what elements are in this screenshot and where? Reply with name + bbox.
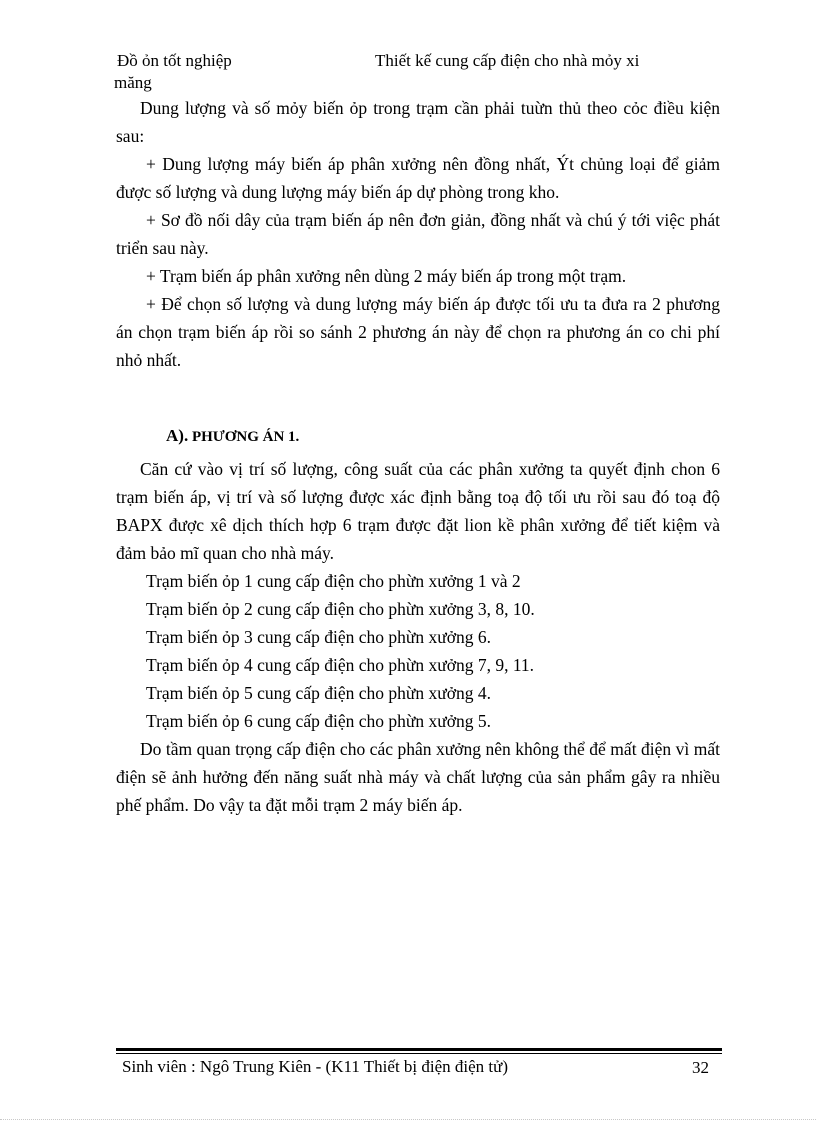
section-spacer <box>116 374 720 422</box>
section-label: A). <box>166 426 189 445</box>
footer-rule-thick <box>116 1048 722 1051</box>
header-thesis-label: Đồ ỏn tốt nghiệp <box>117 51 232 70</box>
station-list <box>116 567 720 735</box>
closing-paragraph: Do tầm quan trọng cấp điện cho các phân xưởng nên không thể để mất điện vì mất điện sẽ ảnh hưởng đến năng suất nhà máy và chất lượng của sản phẩm gây ra nhiều phế phẩm. Do vậy ta đặt mỗi trạm 2 máy biến áp. <box>116 739 720 815</box>
page-number: 32 <box>692 1058 709 1077</box>
station-item: Trạm biến ỏp 5 cung cấp điện cho phừn xưởng 4. <box>146 683 491 703</box>
section-heading <box>116 422 720 451</box>
condition-item: + Trạm biến áp phân xưởng nên dùng 2 máy biến áp trong một trạm. <box>146 266 627 286</box>
station-item: Trạm biến ỏp 2 cung cấp điện cho phừn xưởng 3, 8, 10. <box>146 599 535 619</box>
document-body <box>116 94 720 819</box>
header-title: Thiết kế cung cấp điện cho nhà mỏy xi <box>375 51 640 70</box>
header-left <box>114 50 232 94</box>
header-title-continuation: măng <box>114 73 152 92</box>
page-edge-dotted-line <box>0 1119 816 1120</box>
station-item: Trạm biến ỏp 3 cung cấp điện cho phừn xưởng 6. <box>146 627 491 647</box>
station-item: Trạm biến ỏp 4 cung cấp điện cho phừn xưởng 7, 9, 11. <box>146 655 535 675</box>
footer-student: Sinh viên : Ngô Trung Kiên - (K11 Thiết bị điện điện tử) <box>122 1057 509 1076</box>
station-item: Trạm biến ỏp 6 cung cấp điện cho phừn xưởng 5. <box>146 711 491 731</box>
station-item: Trạm biến ỏp 1 cung cấp điện cho phừn xưởng 1 và 2 <box>146 571 521 591</box>
condition-item: + Dung lượng máy biến áp phân xưởng nên đồng nhất, Ýt chủng loại để giảm được số lượng và dung lượng máy biến áp dự phòng trong kho. <box>116 154 720 202</box>
condition-item: + Để chọn số lượng và dung lượng máy biến áp được tối ưu ta đưa ra 2 phương án chọn trạm biến áp rồi so sánh 2 phương án này để chọn ra phương án co chi phí nhỏ nhất. <box>116 294 720 370</box>
intro-paragraph: Dung lượng và số mỏy biến ỏp trong trạm cần phải tuừn thủ theo cỏc điều kiện sau: <box>116 98 720 146</box>
condition-item: + Sơ đồ nối dây của trạm biến áp nên đơn giản, đồng nhất và chú ý tới việc phát triển sau này. <box>116 210 720 258</box>
section-title: PHƯƠNG ÁN 1. <box>191 429 300 445</box>
section-paragraph: Căn cứ vào vị trí số lượng, công suất của các phân xưởng ta quyết định chon 6 trạm biến áp, vị trí và số lượng được xác định bằng toạ độ tối ưu rồi sau đó toạ độ BAPX được xê dịch thích hợp 6 trạm được đặt lion kề phân xưởng để tiết kiệm và đảm bảo mĩ quan cho nhà máy. <box>116 459 720 563</box>
footer-rule-thin <box>116 1053 722 1054</box>
